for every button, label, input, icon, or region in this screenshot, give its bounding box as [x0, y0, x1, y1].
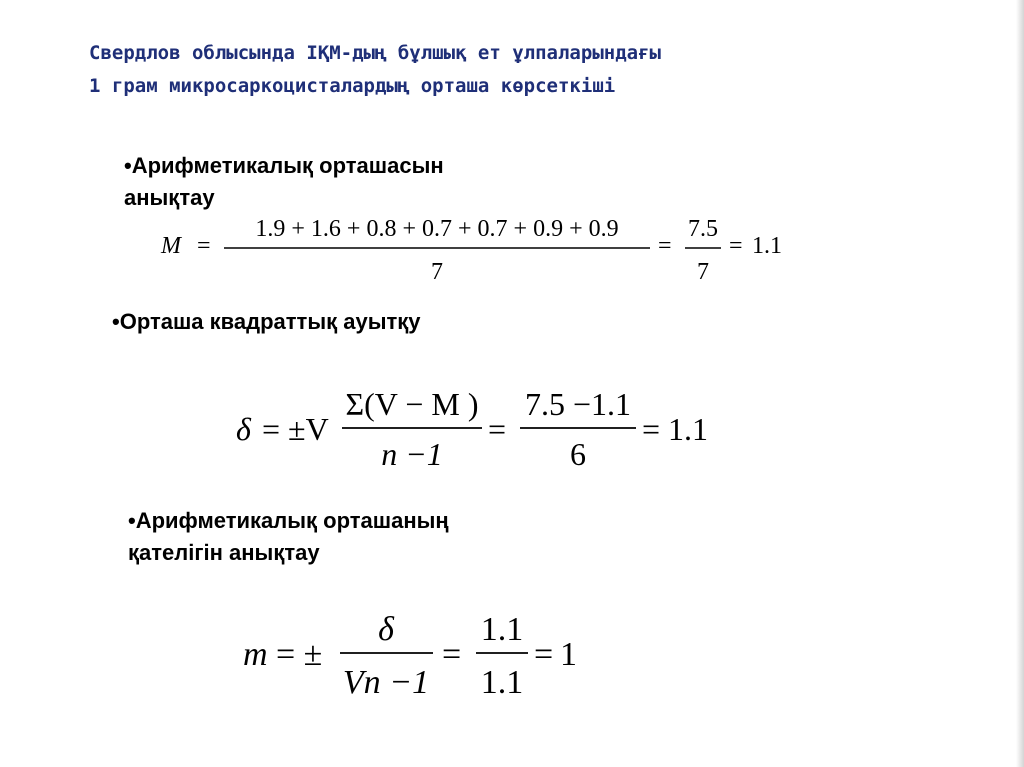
formula3-eq3: =: [534, 636, 554, 673]
formula-mean-error: [243, 611, 577, 701]
formula2-numerator: Σ(V − M ): [345, 386, 479, 422]
formula2-frac2-num: 7.5 −1.1: [524, 386, 632, 422]
formula3-denominator: Vn −1: [342, 664, 430, 701]
title-line-2: 1 грам микросаркоцисталардың орташа көрсеткіші: [89, 75, 616, 97]
formula3-eq2: =: [442, 636, 462, 673]
title-line-1: Свердлов облысында ІҚМ-дың бұлшық ет ұлпаларындағы: [89, 42, 661, 64]
bullet-arithmetic-mean-line-1: •Арифметикалық орташасын: [124, 153, 444, 178]
formula-std-deviation: [236, 386, 708, 472]
bullet-mean-error: [128, 505, 449, 569]
formula1-denominator: 7: [431, 259, 443, 285]
formula3-numerator: δ: [378, 611, 394, 648]
bullet-arithmetic-mean-line-2: анықтау: [124, 185, 215, 210]
formula2-eq2: =: [488, 411, 507, 447]
formula3-frac2-num: 1.1: [480, 611, 524, 648]
formula1-eq3: =: [729, 233, 743, 259]
formula3-frac2-den: 1.1: [480, 664, 524, 701]
formula2-eq1: = ±V: [262, 411, 329, 447]
formula3-eq1: = ±: [276, 636, 323, 673]
formula2-lhs: δ: [236, 411, 251, 447]
formula2-denominator: n −1: [381, 436, 443, 472]
formula1-frac2-num: 7.5: [688, 216, 718, 242]
formula1-numerator: 1.9 + 1.6 + 0.8 + 0.7 + 0.7 + 0.9 + 0.9: [255, 216, 619, 242]
bullet-mean-error-line-2: қателігін анықтау: [128, 540, 320, 565]
formula1-eq1: =: [197, 233, 211, 259]
formula1-frac2-den: 7: [697, 259, 709, 285]
formula1-result: 1.1: [752, 233, 782, 259]
bullet-mean-error-line-1: •Арифметикалық орташаның: [128, 508, 449, 533]
formula2-result: 1.1: [668, 411, 708, 447]
formula1-lhs: M: [161, 233, 181, 259]
bullet-std-deviation: [112, 306, 421, 338]
formula-arithmetic-mean: [160, 216, 782, 285]
formula3-result: 1: [560, 636, 577, 673]
formula2-frac2-den: 6: [570, 436, 586, 472]
bullet-std-deviation-line-1: •Орташа квадраттық ауытқу: [112, 309, 421, 334]
formula2-eq3: =: [642, 411, 661, 447]
formula3-lhs: m: [243, 636, 268, 673]
formula1-eq2: =: [658, 233, 672, 259]
